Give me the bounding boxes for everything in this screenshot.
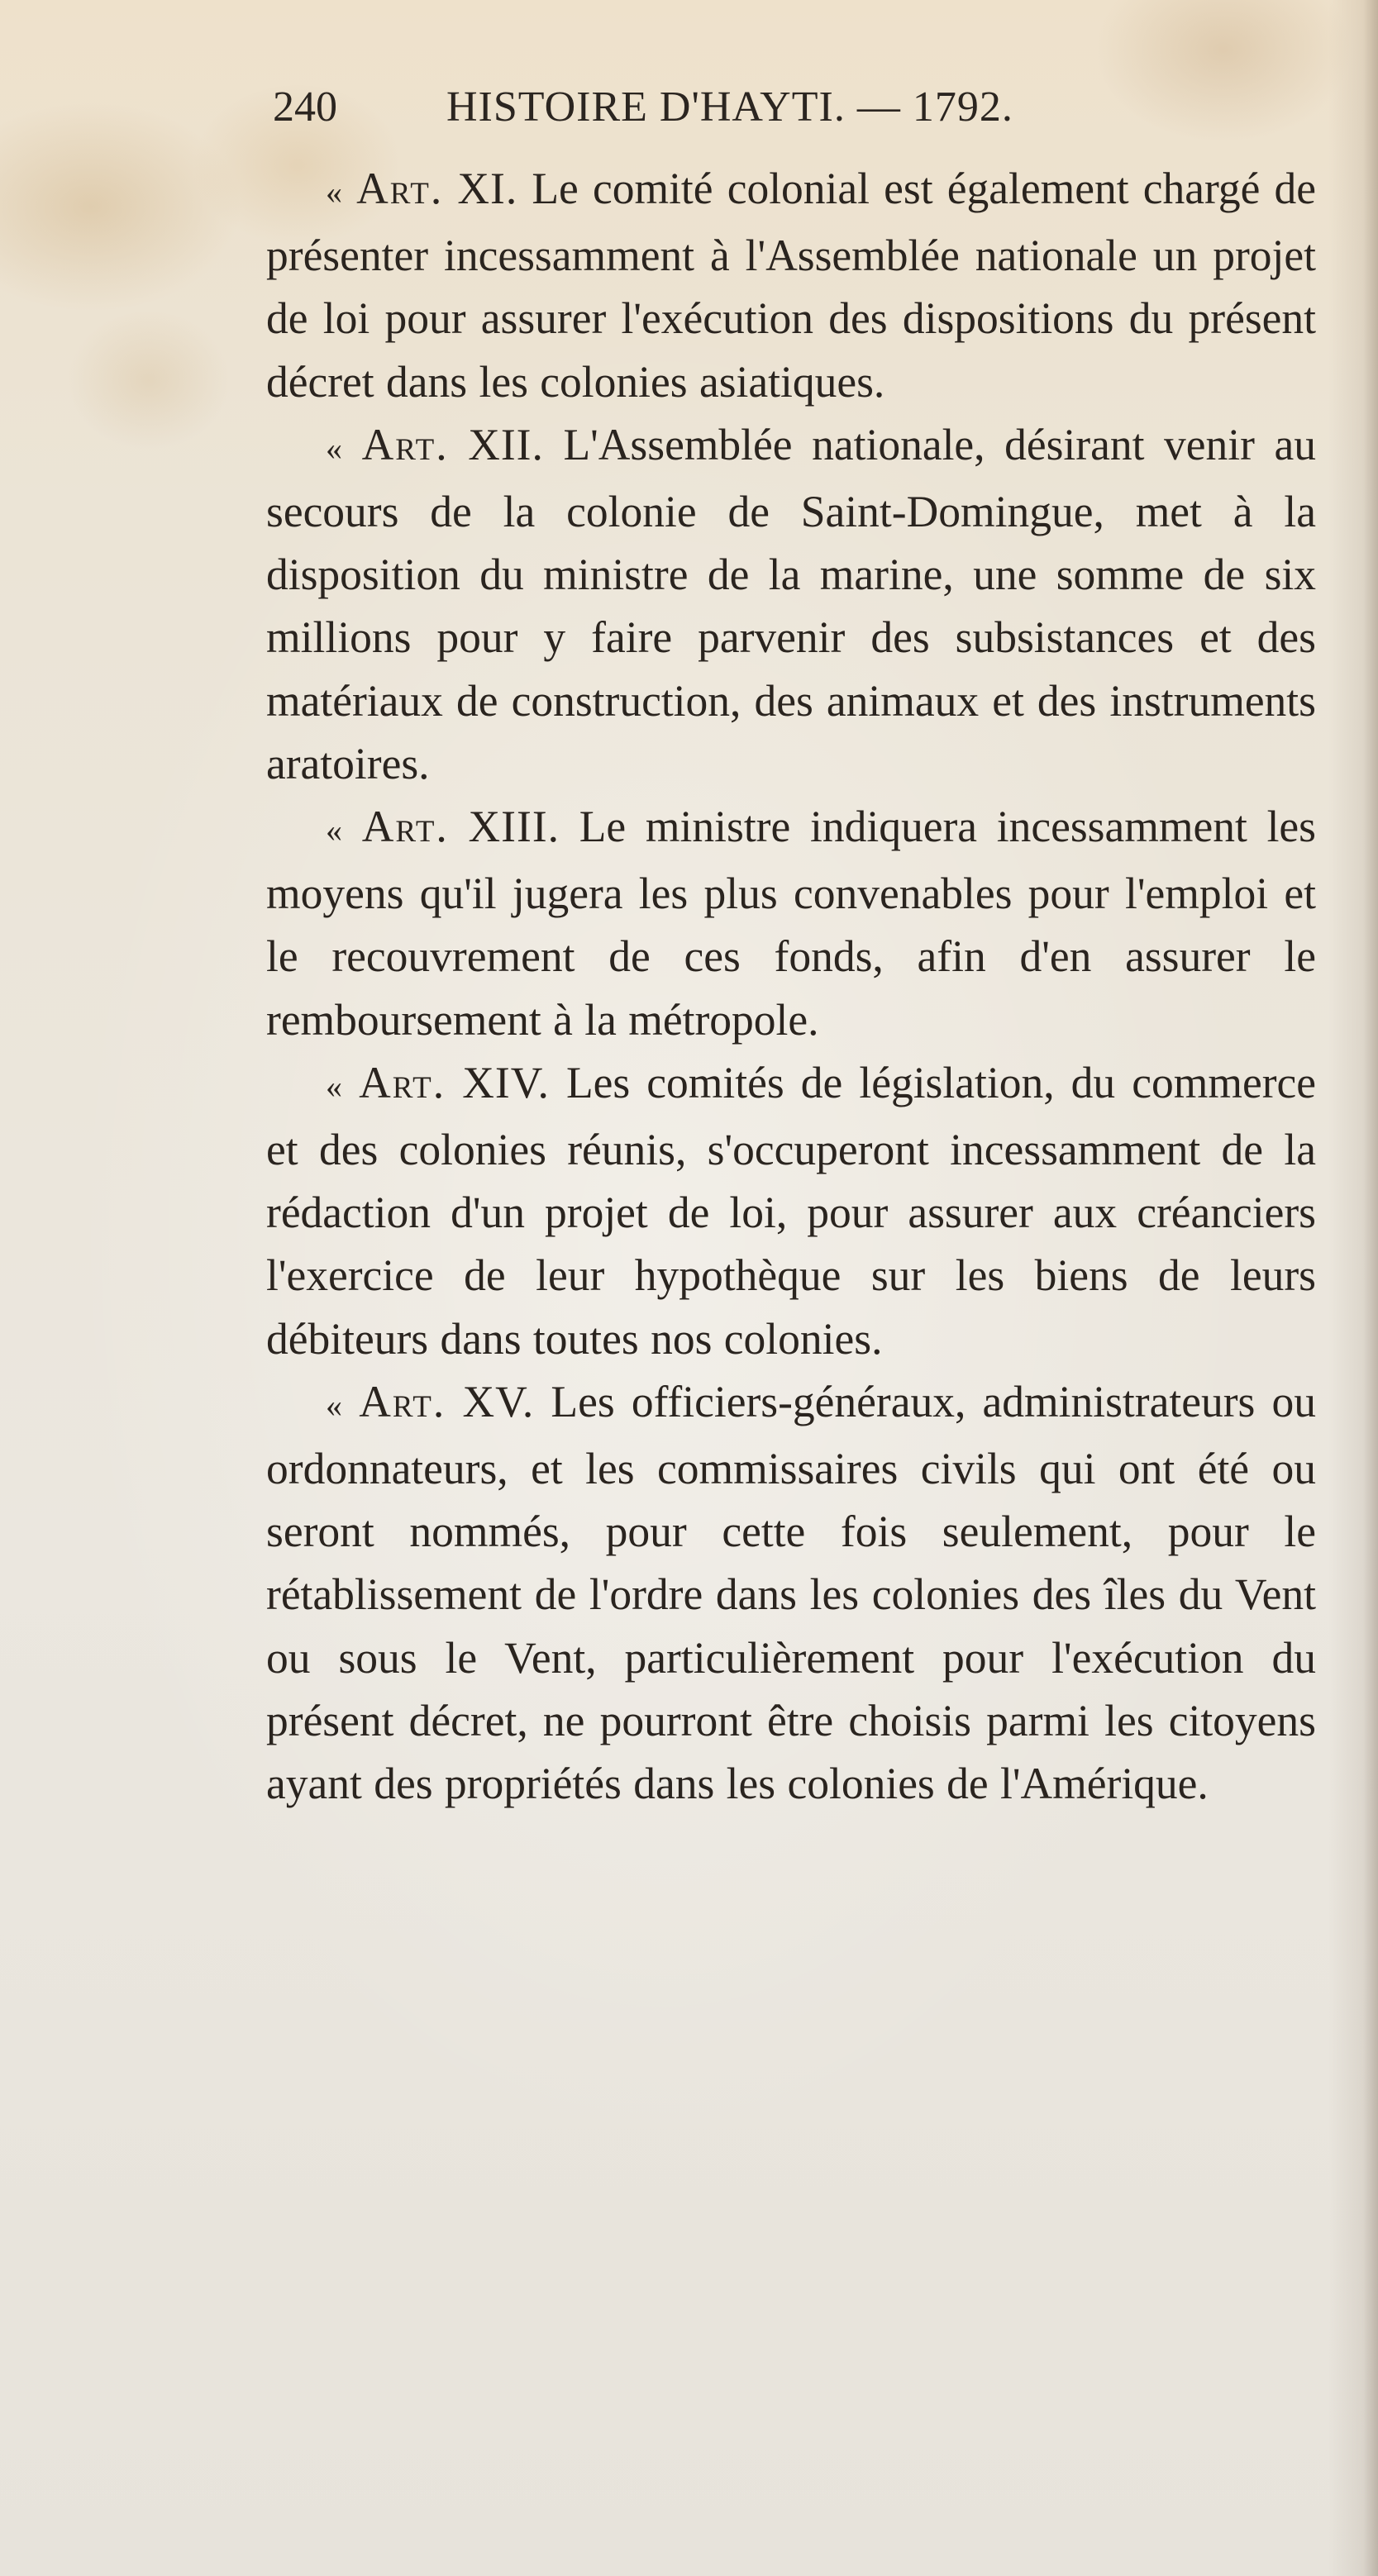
- article-text: L'Assemblée nationale, désirant venir au secours de la colonie de Saint-Domingue, met à la disposition du ministre de la marine, une somme de six millions pour y faire parvenir des subsistances et des matériaux de construction, des animaux et des instruments aratoires.: [266, 419, 1317, 788]
- running-title: HISTOIRE D'HAYTI. — 1792.: [446, 83, 1013, 131]
- article-label: Art.: [356, 164, 444, 213]
- article-number: XIV.: [462, 1057, 550, 1107]
- article-text: Le comité colonial est également chargé de présenter incessamment à l'Assemblée nationale un projet de loi pour assurer l'exécution des dispositions du présent décret dans les colonies asiatiques.: [266, 164, 1316, 407]
- article-text: Les comités de législation, du commerce et des colonies réunis, s'occuperont incessamment de la rédaction d'un projet de loi, pour assurer aux créanciers l'exercice de leur hypothèque sur les biens de leurs débiteurs dans toutes nos colonies.: [266, 1057, 1317, 1364]
- running-head: [273, 79, 1157, 136]
- article-number: XIII.: [468, 802, 560, 852]
- article-xi: [266, 157, 1316, 413]
- article-number: XI.: [457, 164, 518, 213]
- open-quote: «: [326, 812, 342, 850]
- page-number: 240: [273, 83, 337, 131]
- open-quote: «: [326, 174, 342, 211]
- article-label: Art.: [361, 419, 449, 469]
- body-text: [266, 157, 1316, 1815]
- article-label: Art.: [359, 1057, 446, 1107]
- article-number: XV.: [462, 1376, 535, 1426]
- open-quote: «: [326, 1067, 342, 1105]
- article-number: XII.: [468, 419, 544, 469]
- article-xiii: [266, 795, 1316, 1051]
- article-xii: [266, 413, 1316, 795]
- article-text: Le ministre indiquera incessamment les moyens qu'il jugera les plus convenables pour l'emploi et le recouvrement de ces fonds, afin d'en assurer le remboursement à la métropole.: [266, 802, 1316, 1045]
- open-quote: «: [326, 1386, 342, 1424]
- article-xv: [266, 1370, 1316, 1815]
- article-xiv: [266, 1051, 1316, 1370]
- article-label: Art.: [359, 1376, 446, 1426]
- article-text: Les officiers-généraux, administrateurs ou ordonnateurs, et les commissaires civils qui ont été ou seront nommés, pour cette fois seulement, pour le rétablissement de l'ordre dans les colonies des îles du Vent ou sous le Vent, particulièrement pour l'exécution du présent décret, ne pourront être choisis parmi les citoyens ayant des propriétés dans les colonies de l'Amérique.: [266, 1376, 1317, 1809]
- article-label: Art.: [361, 802, 449, 852]
- open-quote: «: [326, 429, 342, 467]
